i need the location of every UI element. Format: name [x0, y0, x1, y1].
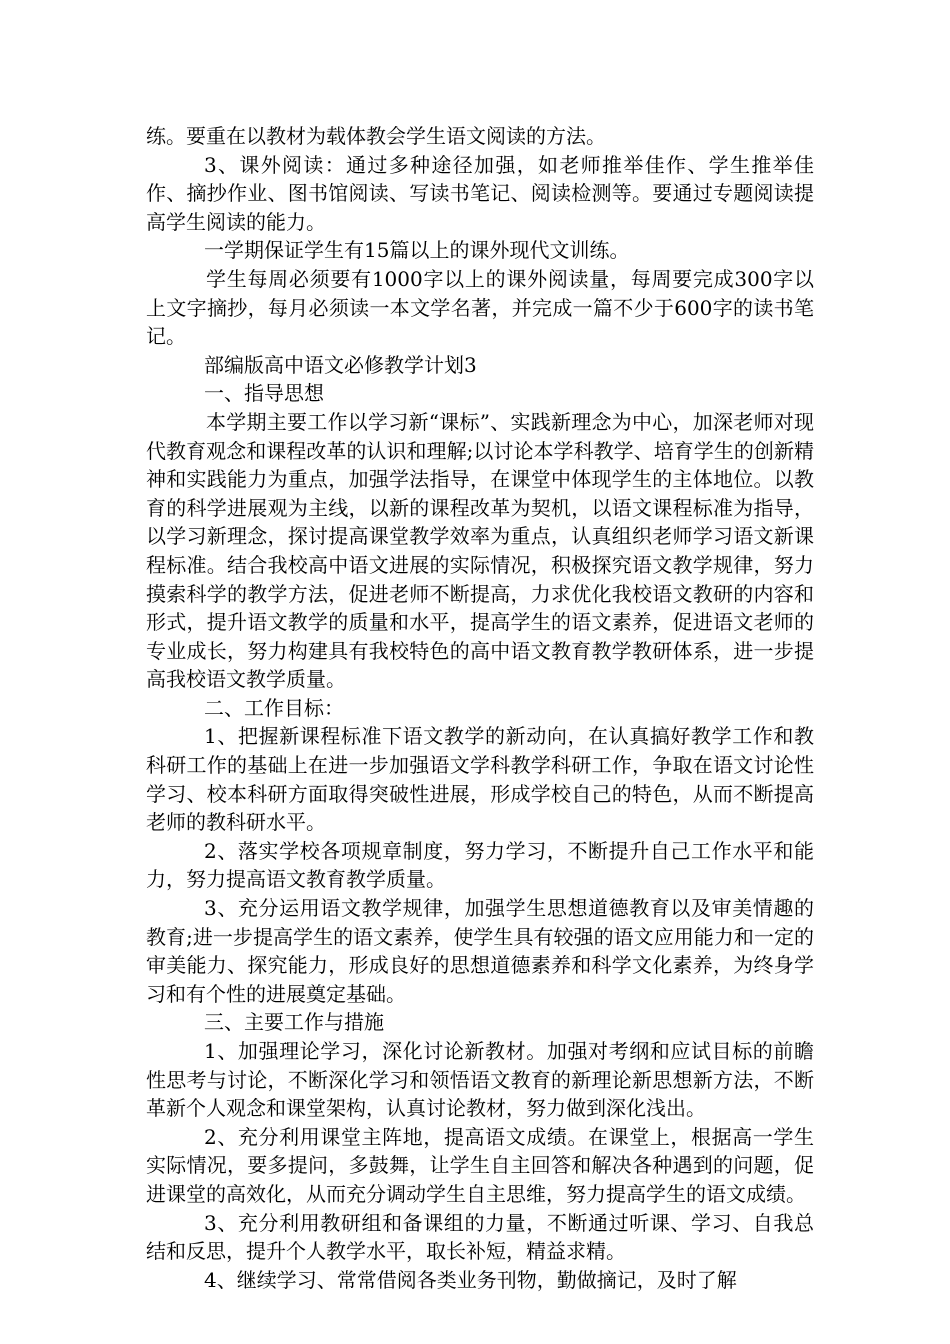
paragraph-goal-2: 2、落实学校各项规章制度，努力学习，不断提升自己工作水平和能力，努力提高语文教育教学质量。	[146, 838, 814, 892]
paragraph-goal-3: 3、充分运用语文教学规律，加强学生思想道德教育以及审美情趣的教育;进一步提高学生的语文素养，使学生具有较强的语文应用能力和一定的审美能力、探究能力，形成良好的思想道德素养和科学文化素养，为终身学习和有个性的进展奠定基础。	[146, 896, 814, 1006]
paragraph-measure-2: 2、充分利用课堂主阵地，提高语文成绩。在课堂上，根据高一学生实际情况，要多提问，多鼓舞，让学生自主回答和解决各种遇到的问题，促进课堂的高效化，从而充分调动学生自主思维，努力提高学生的语文成绩。	[146, 1124, 814, 1206]
paragraph-weekly-reading: 学生每周必须要有1000字以上的课外阅读量，每周要完成300字以上文字摘抄，每月必须读一本文学名著，并完成一篇不少于600字的读书笔记。	[146, 266, 814, 349]
section-title-plan-3: 部编版高中语文必修教学计划3	[204, 352, 477, 377]
paragraph-measure-4: 4、继续学习、常常借阅各类业务刊物，勤做摘记，及时了解	[204, 1267, 737, 1292]
document-body	[146, 122, 814, 1294]
heading-guiding-ideology: 一、指导思想	[204, 381, 324, 406]
paragraph-extracurricular-reading: 3、课外阅读：通过多种途径加强，如老师推举佳作、学生推举佳作、摘抄作业、图书馆阅读、写读书笔记、阅读检测等。要通过专题阅读提高学生阅读的能力。	[146, 152, 814, 234]
heading-main-work-measures: 三、主要工作与措施	[204, 1010, 384, 1035]
paragraph-measure-1: 1、加强理论学习，深化讨论新教材。加强对考纲和应试目标的前瞻性思考与讨论，不断深化学习和领悟语文教育的新理论新思想新方法，不断革新个人观念和课堂架构，认真讨论教材，努力做到深化浅出。	[146, 1039, 814, 1121]
paragraph-measure-3: 3、充分利用教研组和备课组的力量，不断通过听课、学习、自我总结和反思，提升个人教学水平，取长补短，精益求精。	[146, 1210, 814, 1264]
paragraph-semester-requirement: 一学期保证学生有15篇以上的课外现代文训练。	[204, 238, 630, 263]
paragraph-goal-1: 1、把握新课程标准下语文教学的新动向，在认真搞好教学工作和教科研工作的基础上在进一步加强语文学科教学科研工作，争取在语文讨论性学习、校本科研方面取得突破性进展，形成学校自己的特色，从而不断提高老师的教科研水平。	[146, 724, 814, 835]
heading-work-goals: 二、工作目标：	[204, 695, 344, 720]
paragraph-continuation: 练。要重在以教材为载体教会学生语文阅读的方法。	[146, 124, 606, 148]
paragraph-guiding-ideology: 本学期主要工作以学习新“课标”、实践新理念为中心，加深老师对现代教育观念和课程改革的认识和理解;以讨论本学科教学、培育学生的创新精神和实践能力为重点，加强学法指导，在课堂中体现学生的主体地位。以教育的科学进展观为主线，以新的课程改革为契机，以语文课程标准为指导，以学习新理念，探讨提高课堂教学效率为重点，认真组织老师学习语文新课程标准。结合我校高中语文进展的实际情况，积极探究语文教学规律，努力摸索科学的教学方法，促进老师不断提高，力求优化我校语文教研的内容和形式，提升语文教学的质量和水平，提高学生的语文素养，促进语文老师的专业成长，努力构建具有我校特色的高中语文教育教学教研体系，进一步提高我校语文教学质量。	[146, 409, 814, 692]
